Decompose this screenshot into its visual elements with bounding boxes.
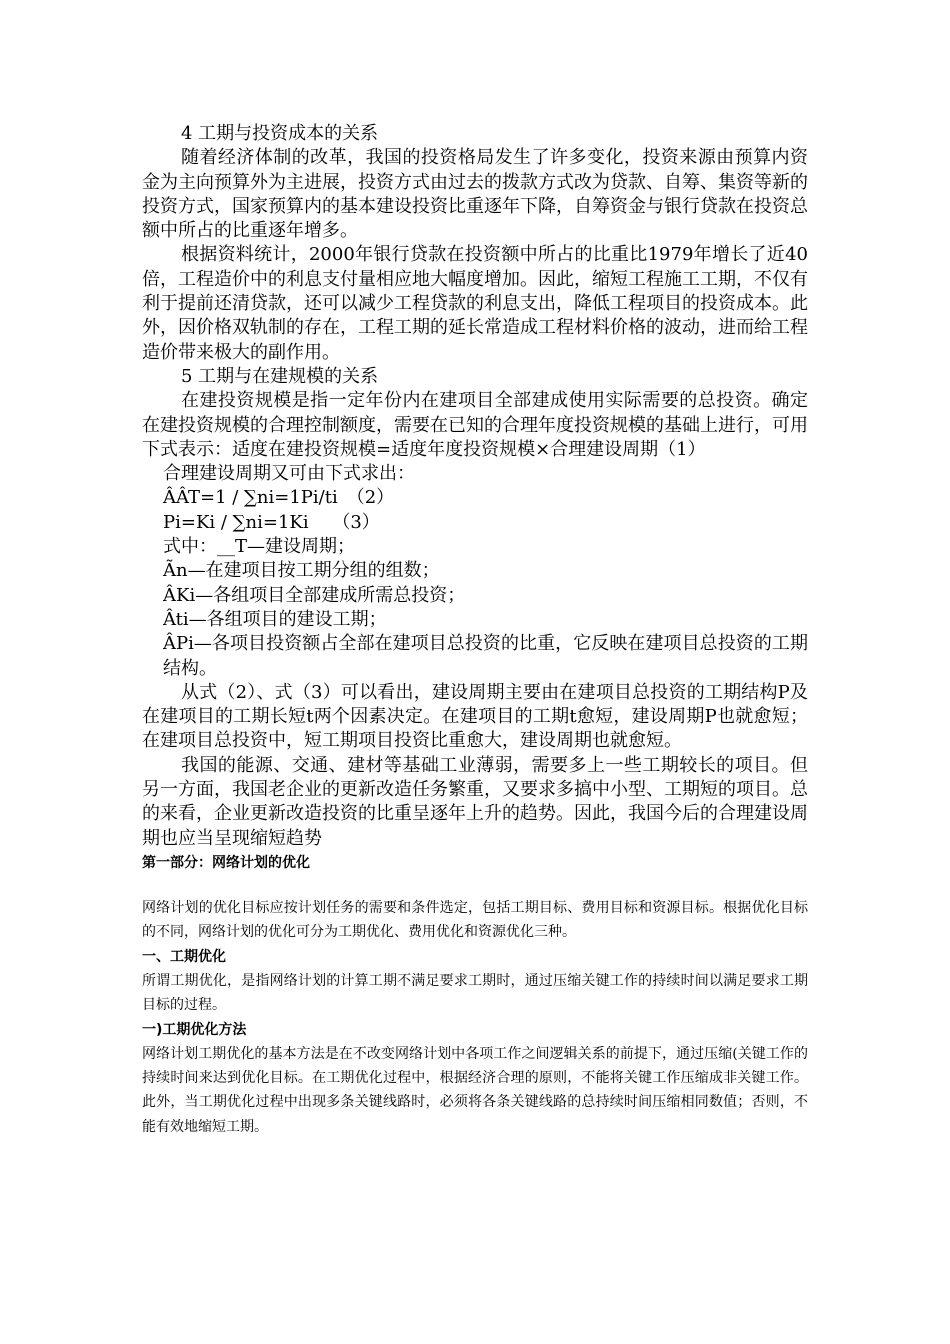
formula-3: Pi=Ki / ∑ni=1Ki （3） xyxy=(163,511,380,533)
section-5-paragraph-1: 在建投资规模是指一定年份内在建项目全部建成使用实际需要的总投资。确定在建投资规模的合理控制额度，需要在已知的合理年度投资规模的基础上进行，可用下式表示：适度在建投资规模=适度年度投资规模×合理建设周期（1） xyxy=(142,390,808,460)
definition-ti: Âti—各组项目的建设工期； xyxy=(163,608,387,630)
schedule-optimization-heading: 一、工期优化 xyxy=(142,948,226,965)
definition-ki: ÂKi—各组项目全部建成所需总投资； xyxy=(163,584,466,606)
formula-2: ÂÂT=1 / ∑ni=1Pi/ti （2） xyxy=(163,487,395,509)
formula-intro: 合理建设周期又可由下式求出： xyxy=(163,463,415,485)
section-4-title: 4 工期与投资成本的关系 xyxy=(181,123,379,144)
section-4-paragraph-1: 随着经济体制的改革，我国的投资格局发生了许多变化，投资来源由预算内资金为主向预算外为主进展，投资方式由过去的拨款方式改为贷款、自筹、集资等新的投资方式，国家预算内的基本建设投资比重逐年下降，自筹资金与银行贷款在投资总额中所占的比重逐年增多。 xyxy=(142,147,808,242)
document-body xyxy=(142,122,808,1139)
definition-t: 式中：__T—建设周期； xyxy=(163,536,356,558)
section-4-paragraph-2: 根据资料统计，2000年银行贷款在投资额中所占的比重比1979年增长了近40倍，工程造价中的利息支付量相应地大幅度增加。因此，缩短工程施工工期，不仅有利于提前还清贷款，还可以减少工程贷款的利息支出，降低工程项目的投资成本。此外，因价格双轨制的存在，工程工期的延长常造成工程材料价格的波动，进而给工程造价带来极大的副作用。 xyxy=(142,244,808,363)
spacer xyxy=(142,875,808,896)
section-5-paragraph-3: 我国的能源、交通、建材等基础工业薄弱，需要多上一些工期较长的项目。但另一方面，我国老企业的更新改造任务繁重，又要求多搞中小型、工期短的项目。总的来看，企业更新改造投资的比重呈逐年上升的趋势。因此，我国今后的合理建设周期也应当呈现缩短趋势 xyxy=(142,754,808,849)
section-5-paragraph-2: 从式（2）、式（3）可以看出，建设周期主要由在建项目总投资的工期结构P及在建项目的工期长短t两个因素决定。在建项目的工期t愈短，建设周期P也就愈短；在建项目总投资中，短工期项目投资比重愈大，建设周期也就愈短。 xyxy=(142,681,808,752)
schedule-optimization-method-text: 网络计划工期优化的基本方法是在不改变网络计划中各项工作之间逻辑关系的前提下，通过压缩(关键工作的持续时间来达到优化目标。在工期优化过程中，根据经济合理的原则，不能将关键工作压缩成非关键工作。此外，当工期优化过程中出现多条关键线路时，必须将各条关键线路的总持续时间压缩相同数值；否则，不能有效地缩短工期。 xyxy=(142,1045,808,1135)
part-1-heading: 第一部分：网络计划的优化 xyxy=(142,854,310,871)
definition-pi: ÂPi—各项目投资额占全部在建项目总投资的比重，它反映在建项目总投资的工期结构。 xyxy=(163,633,808,679)
part-1-intro: 网络计划的优化目标应按计划任务的需要和条件选定，包括工期目标、费用目标和资源目标。根据优化目标的不同，网络计划的优化可分为工期优化、费用优化和资源优化三种。 xyxy=(142,899,808,941)
section-5-title: 5 工期与在建规模的关系 xyxy=(181,365,379,387)
schedule-optimization-method-heading: 一)工期优化方法 xyxy=(142,1021,247,1038)
schedule-optimization-text: 所谓工期优化，是指网络计划的计算工期不满足要求工期时，通过压缩关键工作的持续时间以满足要求工期目标的过程。 xyxy=(142,972,808,1014)
definition-n: Ãn—在建项目按工期分组的组数； xyxy=(163,560,440,582)
